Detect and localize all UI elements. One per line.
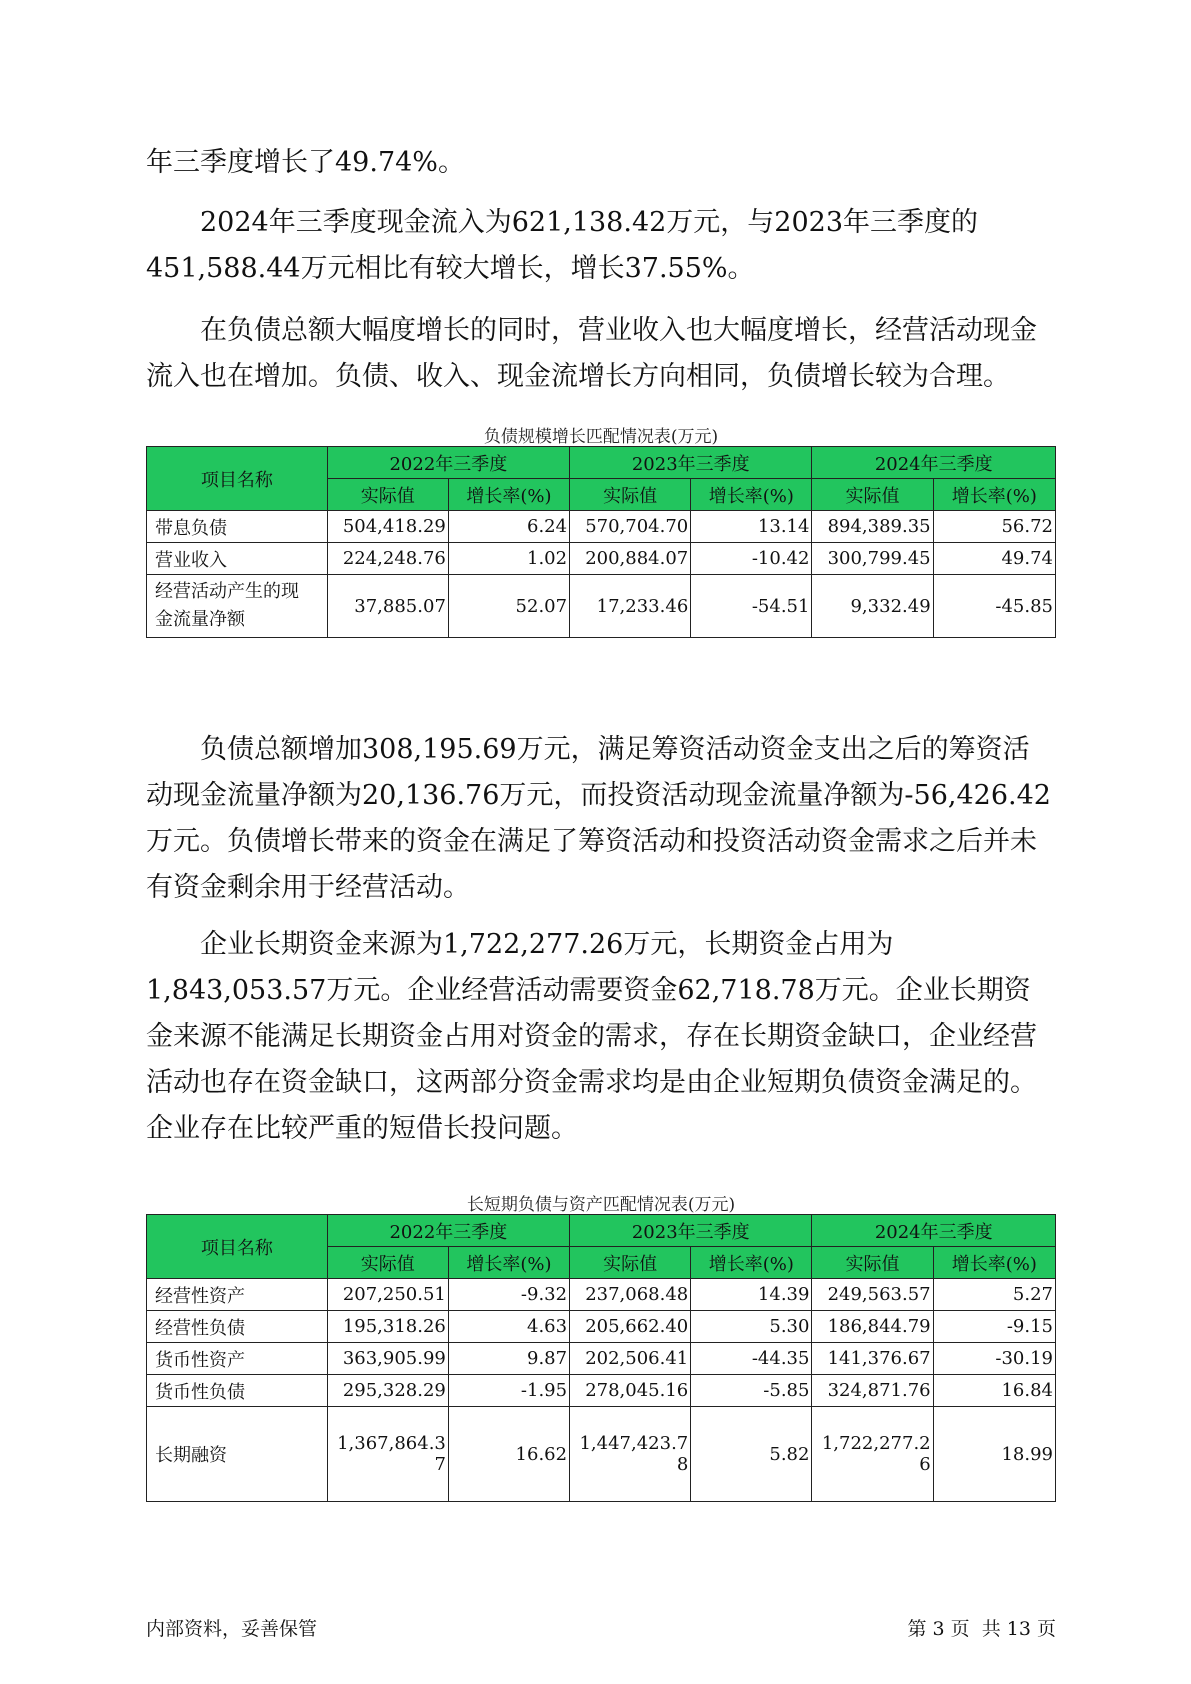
rate-cell: -30.19 [933,1343,1055,1375]
rate-cell: 18.99 [933,1407,1055,1502]
table-row [147,1279,1056,1311]
sub-header: 增长率(%) [448,479,569,511]
rate-cell: -9.15 [933,1311,1055,1343]
sub-header: 增长率(%) [691,479,812,511]
period-header: 2022年三季度 [327,447,569,479]
item-header: 项目名称 [147,447,328,511]
row-label: 经营性负债 [147,1311,328,1343]
asset-liability-match-table [146,1214,1056,1502]
value-cell: 17,233.46 [570,575,691,638]
table1-caption: 负债规模增长匹配情况表(万元) [483,427,719,447]
value-cell: 202,506.41 [570,1343,691,1375]
rate-cell: 49.74 [933,543,1055,575]
value-cell: 324,871.76 [812,1375,933,1407]
value-cell: 278,045.16 [570,1375,691,1407]
paragraph-financing: 负债总额增加308,195.69万元，满足筹资活动资金支出之后的筹资活动现金流量净额为20,136.76万元，而投资活动现金流量净额为-56,426.42万元。负债增长带来的资金在满足了筹资活动和投资活动资金需求之后并未有资金剩余用于经营活动。 [146,734,1051,903]
row-label [147,575,328,638]
period-header: 2024年三季度 [812,1215,1056,1247]
sub-header: 实际值 [812,479,933,511]
footer-page-number: 第 3 页 共 13 页 [907,1618,1056,1640]
rate-cell: 5.82 [691,1407,812,1502]
rate-cell: -10.42 [691,543,812,575]
row-label: 长期融资 [147,1407,328,1502]
rate-cell: -44.35 [691,1343,812,1375]
rate-cell: 6.24 [448,511,569,543]
table-row [147,511,1056,543]
paragraph-cash-inflow: 2024年三季度现金流入为621,138.42万元，与2023年三季度的451,588.44万元相比有较大增长，增长37.55%。 [146,207,979,284]
row-label: 货币性负债 [147,1375,328,1407]
item-header: 项目名称 [147,1215,328,1279]
rate-cell: 5.27 [933,1279,1055,1311]
table-row [147,1311,1056,1343]
period-header: 2023年三季度 [570,447,812,479]
table-header-row [147,447,1056,479]
rate-cell: 9.87 [448,1343,569,1375]
rate-cell: 4.63 [448,1311,569,1343]
liability-growth-table [146,446,1056,638]
value-cell: 200,884.07 [570,543,691,575]
period-header: 2022年三季度 [327,1215,569,1247]
value-cell: 205,662.40 [570,1311,691,1343]
rate-cell: 16.84 [933,1375,1055,1407]
value-cell: 1,367,864.37 [327,1407,448,1502]
row-label-line2: 金流量净额 [155,609,245,630]
rate-cell: 13.14 [691,511,812,543]
footer-confidential: 内部资料，妥善保管 [146,1618,318,1640]
rate-cell: 52.07 [448,575,569,638]
rate-cell: -45.85 [933,575,1055,638]
sub-header: 实际值 [570,1247,691,1279]
value-cell: 300,799.45 [812,543,933,575]
table-row [147,543,1056,575]
table-row [147,575,1056,638]
table-row [147,1407,1056,1502]
value-cell: 249,563.57 [812,1279,933,1311]
table2-caption: 长短期负债与资产匹配情况表(万元) [466,1195,736,1215]
rate-cell: 56.72 [933,511,1055,543]
value-cell: 363,905.99 [327,1343,448,1375]
value-cell: 224,248.76 [327,543,448,575]
sub-header: 增长率(%) [448,1247,569,1279]
value-cell: 37,885.07 [327,575,448,638]
rate-cell: 16.62 [448,1407,569,1502]
table-header-row [147,1215,1056,1247]
rate-cell: 1.02 [448,543,569,575]
value-cell: 195,318.26 [327,1311,448,1343]
sub-header: 实际值 [812,1247,933,1279]
rate-cell: -9.32 [448,1279,569,1311]
rate-cell: -5.85 [691,1375,812,1407]
value-cell: 186,844.79 [812,1311,933,1343]
sub-header: 增长率(%) [691,1247,812,1279]
paragraph-liability-growth: 在负债总额大幅度增长的同时，营业收入也大幅度增长，经营活动现金流入也在增加。负债、收入、现金流增长方向相同，负债增长较为合理。 [146,315,1037,392]
period-header: 2024年三季度 [812,447,1056,479]
row-label: 经营性资产 [147,1279,328,1311]
value-cell: 894,389.35 [812,511,933,543]
rate-cell: -54.51 [691,575,812,638]
rate-cell: -1.95 [448,1375,569,1407]
rate-cell: 5.30 [691,1311,812,1343]
table-row [147,1343,1056,1375]
sub-header: 增长率(%) [933,1247,1055,1279]
paragraph-continuation: 年三季度增长了49.74%。 [146,147,465,178]
sub-header: 实际值 [327,479,448,511]
sub-header: 实际值 [570,479,691,511]
value-cell: 1,722,277.26 [812,1407,933,1502]
value-cell: 9,332.49 [812,575,933,638]
table-row [147,1375,1056,1407]
row-label-line1: 经营活动产生的现 [155,581,299,602]
value-cell: 237,068.48 [570,1279,691,1311]
row-label: 带息负债 [147,511,328,543]
period-header: 2023年三季度 [570,1215,812,1247]
value-cell: 141,376.67 [812,1343,933,1375]
value-cell: 570,704.70 [570,511,691,543]
sub-header: 实际值 [327,1247,448,1279]
value-cell: 1,447,423.78 [570,1407,691,1502]
row-label: 营业收入 [147,543,328,575]
row-label: 货币性资产 [147,1343,328,1375]
sub-header: 增长率(%) [933,479,1055,511]
value-cell: 295,328.29 [327,1375,448,1407]
value-cell: 207,250.51 [327,1279,448,1311]
rate-cell: 14.39 [691,1279,812,1311]
paragraph-long-term-funds: 企业长期资金来源为1,722,277.26万元，长期资金占用为1,843,053.57万元。企业经营活动需要资金62,718.78万元。企业长期资金来源不能满足长期资金占用对资金的需求，存在长期资金缺口，企业经营活动也存在资金缺口，这两部分资金需求均是由企业短期负债资金满足的。企业存在比较严重的短借长投问题。 [146,929,1037,1144]
value-cell: 504,418.29 [327,511,448,543]
